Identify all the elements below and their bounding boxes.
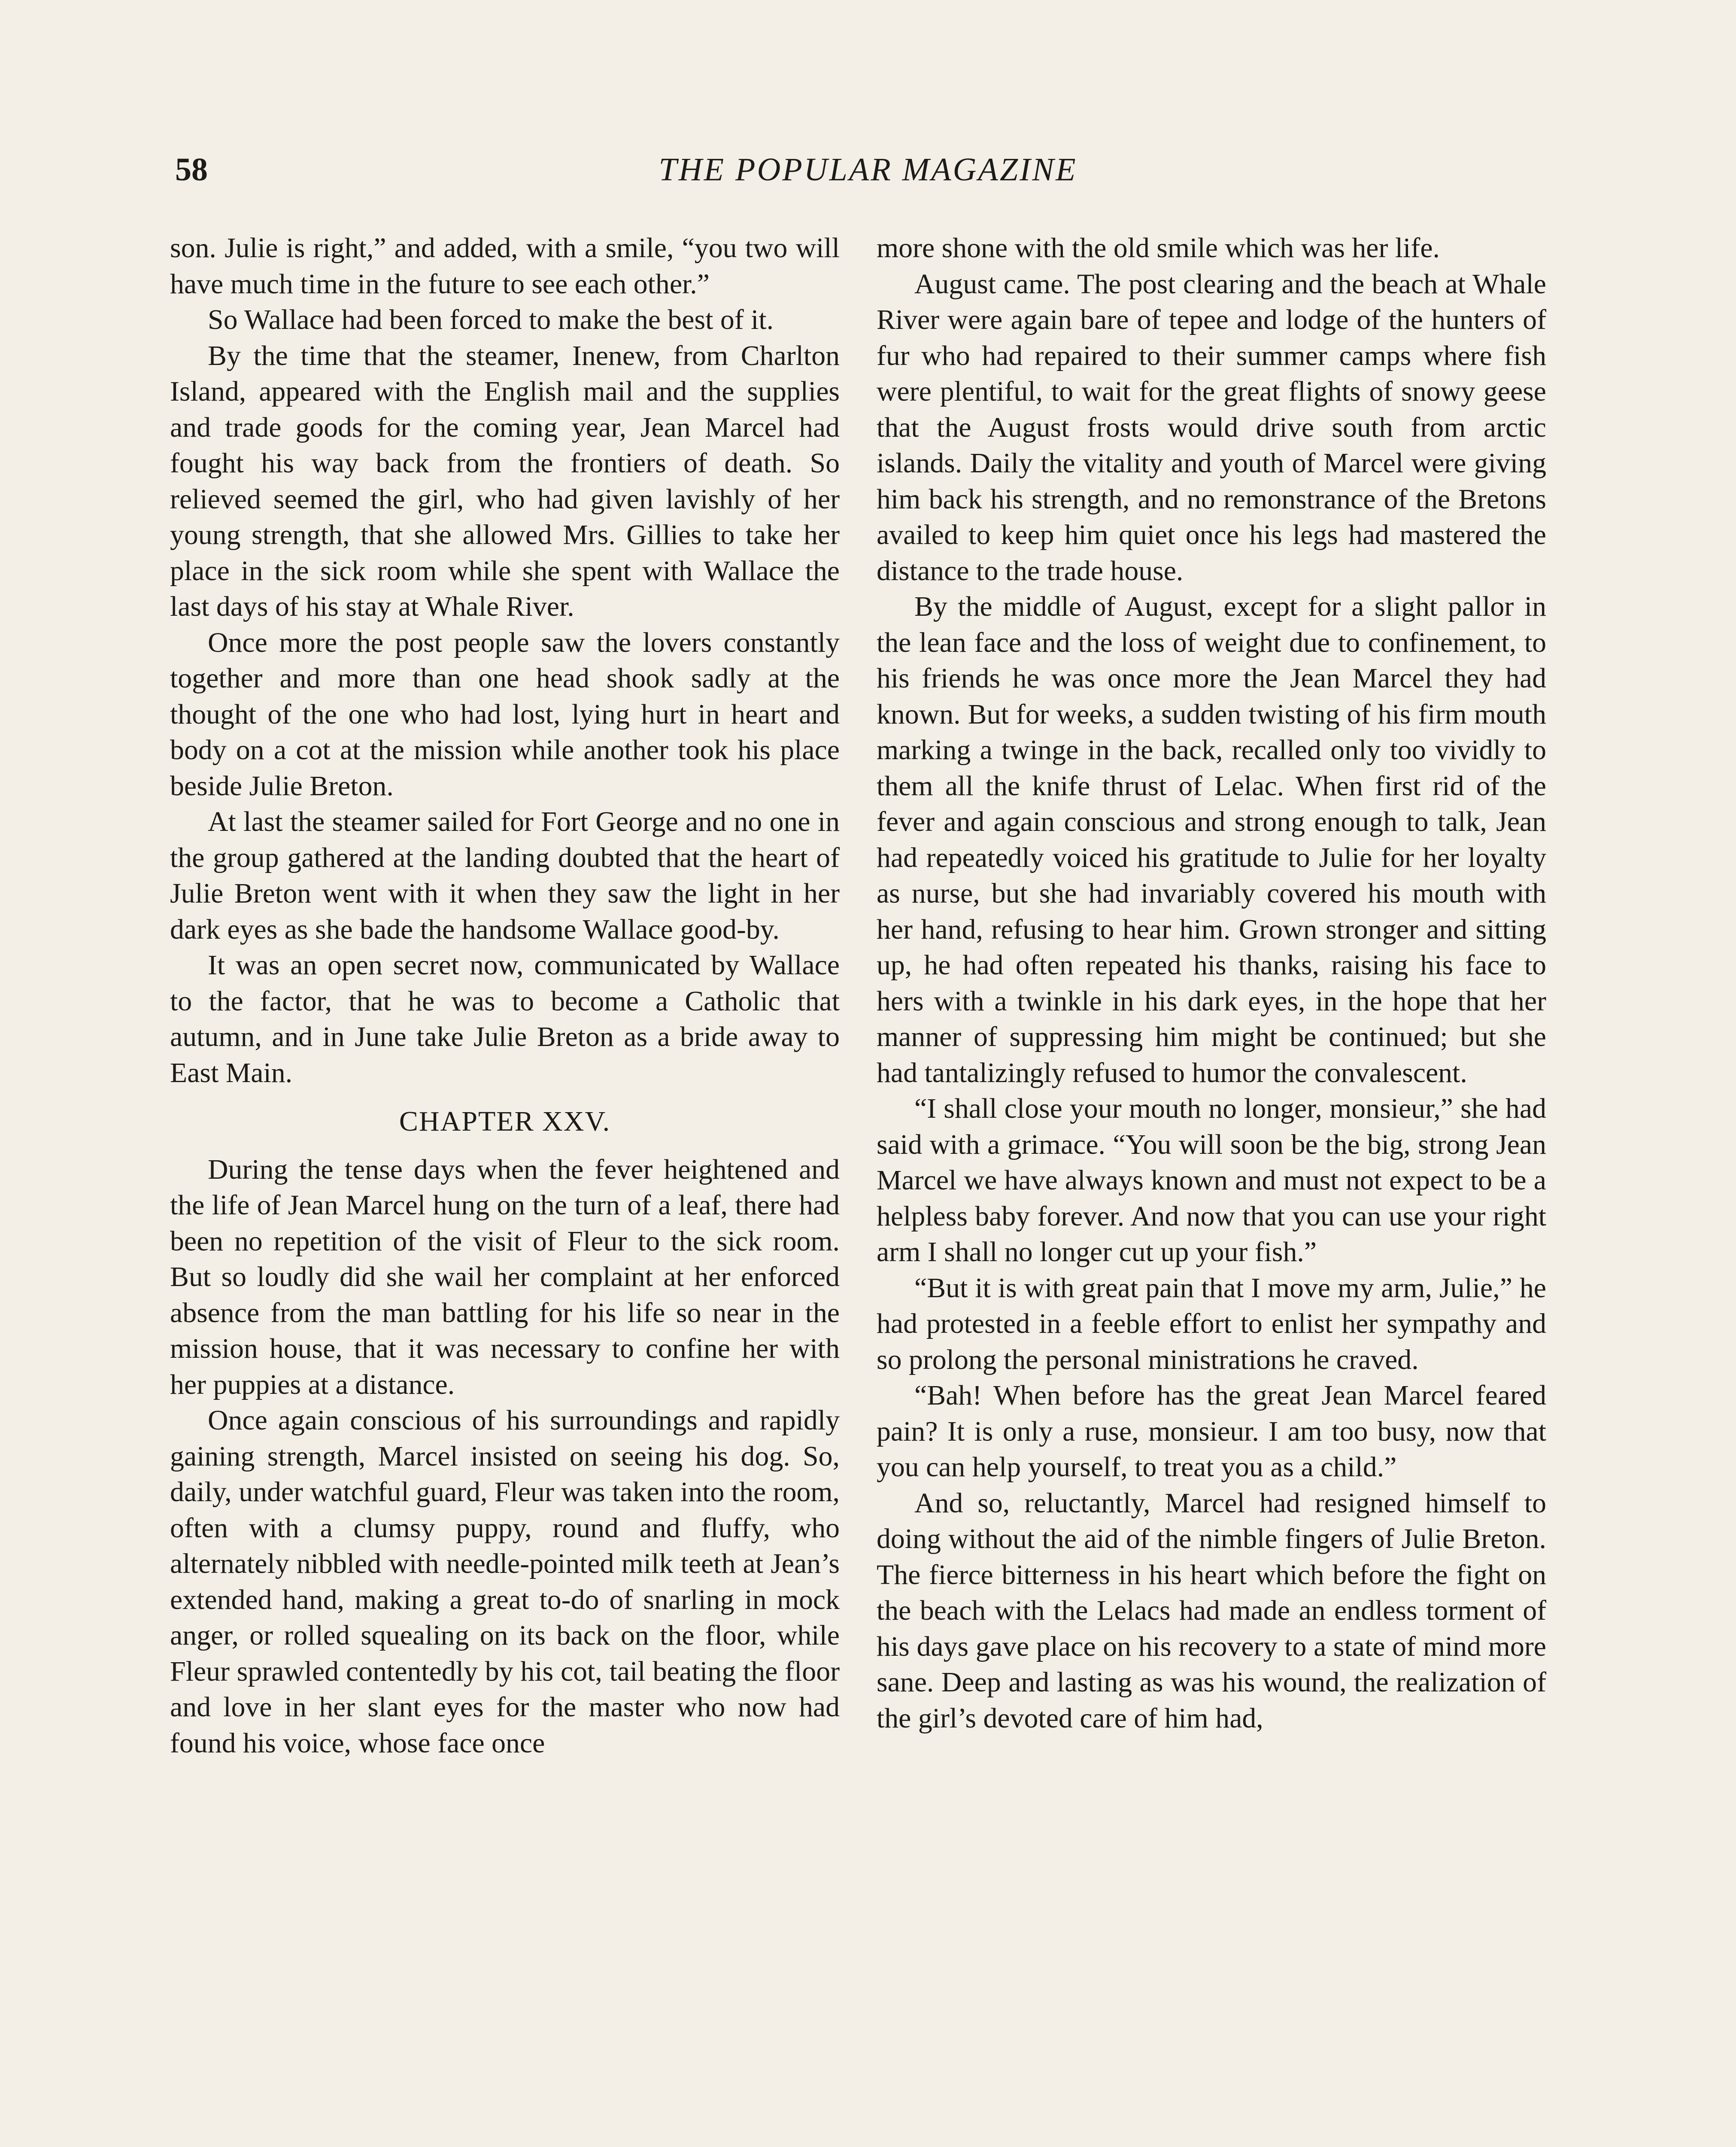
paragraph: Once again conscious of his surroundings and rapidly gaining strength, Marcel insisted on seeing his dog. So, daily, under watchful guard, Fleur was taken into the room, often with a clumsy puppy, round and fluffy, who alternately nibbled with needle-pointed milk teeth at Jean’s extended hand, making a great to-do of snarling in mock anger, or rolled squealing on its back on the floor, while Fleur sprawled contentedly by his cot, tail beating the floor and love in her slant eyes for the master who now had found his voice, whose face once [170, 1405, 840, 1759]
paragraph: It was an open secret now, communicated by Wallace to the factor, that he was to become a Catholic that autumn, and in June take Julie Breton as a bride away to East Main. [170, 949, 840, 1089]
paragraph: Once more the post people saw the lovers constantly together and more than one head shook sadly at the thought of the one who had lost, lying hurt in heart and body on a cot at the mission while another took his place beside Julie Breton. [170, 626, 840, 802]
paragraph: more shone with the old smile which was her life. [877, 232, 1440, 264]
paragraph: And so, reluctantly, Marcel had resigned himself to doing without the aid of the nimble fingers of Julie Breton. The fierce bitterness in his heart which before the fight on the beach with the Lelacs had made an endless torment of his days gave place on his recovery to a state of mind more sane. Deep and lasting as was his wound, the realization of the girl’s devoted care of him had, [877, 1487, 1546, 1734]
running-head: THE POPULAR MAGAZINE [659, 152, 1077, 188]
paragraph: During the tense days when the fever heightened and the life of Jean Marcel hung on the turn of a leaf, there had been no repetition of the visit of Fleur to the sick room. But so loudly did she wail her complaint at her enforced absence from the man battling for his life so near in the mission house, that it was necessary to confine her with her puppies at a distance. [170, 1153, 840, 1400]
page-number: 58 [175, 152, 208, 188]
paragraph: August came. The post clearing and the beach at Whale River were again bare of tepee and lodge of the hunters of fur who had repaired to their summer camps where fish were plentiful, to wait for the great flights of snowy geese that the August frosts would drive south from arctic islands. Daily the vitality and youth of Marcel were giving him back his strength, and no remonstrance of the Bretons availed to keep him quiet once his legs had mastered the distance to the trade house. [877, 268, 1546, 587]
right-column [877, 230, 1546, 1736]
paragraph: By the middle of August, except for a slight pallor in the lean face and the loss of weight due to confinement, to his friends he was once more the Jean Marcel they had known. But for weeks, a sudden twisting of his firm mouth marking a twinge in the back, recalled only too vividly to them all the knife thrust of Lelac. When first rid of the fever and again conscious and strong enough to talk, Jean had repeatedly voiced his gratitude to Julie for her loyalty as nurse, but she had invariably covered his mouth with her hand, refusing to hear him. Grown stronger and sitting up, he had often repeated his thanks, raising his face to hers with a twinkle in his dark eyes, in the hope that her manner of suppressing him might be continued; but she had tantalizingly refused to humor the convalescent. [877, 591, 1546, 1089]
paragraph: “But it is with great pain that I move my arm, Julie,” he had protested in a feeble effort to enlist her sympathy and so prolong the personal ministrations he craved. [877, 1272, 1546, 1375]
paragraph: So Wallace had been forced to make the best of it. [208, 304, 774, 335]
paragraph: By the time that the steamer, Inenew, from Charlton Island, appeared with the English mail and the supplies and trade goods for the coming year, Jean Marcel had fought his way back from the frontiers of death. So relieved seemed the girl, who had given lavishly of her young strength, that she allowed Mrs. Gillies to take her place in the sick room while she spent with Wallace the last days of his stay at Whale River. [170, 340, 840, 622]
chapter-heading: CHAPTER XXV. [399, 1106, 611, 1137]
paragraph: “Bah! When before has the great Jean Marcel feared pain? It is only a ruse, monsieur. I am too busy, now that you can help yourself, to treat you as a child.” [877, 1380, 1546, 1483]
left-column [170, 230, 840, 1761]
paragraph: son. Julie is right,” and added, with a smile, “you two will have much time in the future to see each other.” [170, 232, 840, 300]
paragraph: At last the steamer sailed for Fort George and no one in the group gathered at the landing doubted that the heart of Julie Breton went with it when they saw the light in her dark eyes as she bade the handsome Wallace good-by. [170, 806, 840, 945]
paragraph: “I shall close your mouth no longer, monsieur,” she had said with a grimace. “You will soon be the big, strong Jean Marcel we have always known and must not expect to be a helpless baby forever. And now that you can use your right arm I shall no longer cut up your fish.” [877, 1093, 1546, 1268]
